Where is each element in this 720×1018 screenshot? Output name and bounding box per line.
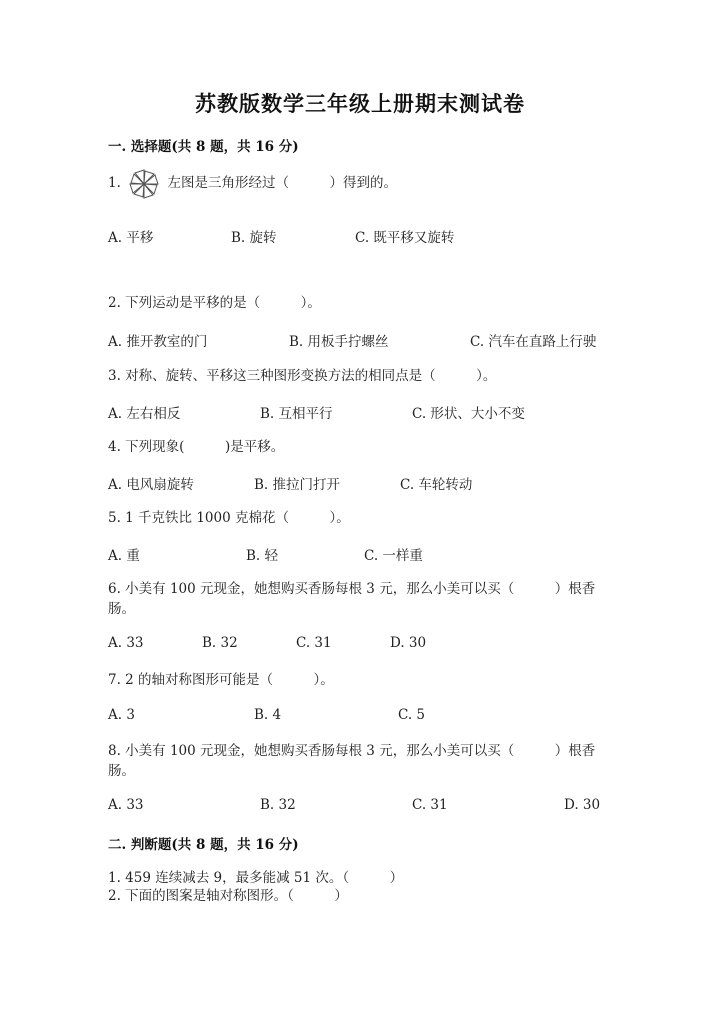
question-6: 6. 小美有 100 元现金，她想购买香肠每根 3 元，那么小美可以买（ ）根香肠。 (108, 581, 596, 617)
option-c: C. 车轮转动 (400, 477, 473, 493)
question-4: 4. 下列现象( )是平移。 (108, 439, 285, 455)
option-b: B. 用板手拧螺丝 (289, 334, 389, 350)
question-1-options (108, 226, 608, 246)
option-c: C. 31 (296, 635, 332, 651)
option-b: B. 推拉门打开 (254, 477, 341, 493)
option-b: B. 互相平行 (260, 406, 333, 422)
question-3: 3. 对称、旋转、平移这三种图形变换方法的相同点是（ ）。 (108, 368, 497, 384)
question-7-options (108, 707, 608, 727)
option-b: B. 4 (254, 707, 282, 723)
option-a: A. 3 (108, 707, 135, 723)
question-1-text: 左图是三角形经过（ ）得到的。 (167, 175, 397, 191)
question-5-options (108, 544, 608, 564)
option-c: C. 5 (398, 707, 426, 723)
section-heading-judgement: 二. 判断题(共 8 题，共 16 分) (108, 837, 299, 853)
option-d: D. 30 (564, 797, 601, 813)
question-1-number: 1. (108, 175, 121, 191)
option-c: C. 形状、大小不变 (412, 406, 525, 422)
question-8: 8. 小美有 100 元现金，她想购买香肠每根 3 元，那么小美可以买（ ）根香肠。 (108, 743, 596, 779)
judgement-2: 2. 下面的图案是轴对称图形。（ ） (108, 888, 348, 904)
question-2: 2. 下列运动是平移的是（ ）。 (108, 295, 321, 311)
judgement-1: 1. 459 连续减去 9，最多能减 51 次。（ ） (108, 870, 404, 886)
page-title: 苏教版数学三年级上册期末测试卷 (195, 91, 525, 116)
option-a: A. 推开教室的门 (108, 334, 208, 350)
section-heading-choice: 一. 选择题(共 8 题，共 16 分) (108, 139, 299, 155)
option-a: A. 33 (108, 635, 144, 651)
option-a: A. 33 (108, 797, 144, 813)
question-4-options (108, 473, 608, 493)
question-5: 5. 1 千克铁比 1000 克棉花（ ）。 (108, 510, 350, 526)
option-a: A. 平移 (108, 230, 154, 246)
question-8-options (108, 797, 618, 817)
option-a: A. 左右相反 (108, 406, 181, 422)
option-c: C. 一样重 (364, 548, 423, 564)
option-c: C. 既平移又旋转 (355, 230, 455, 246)
question-7: 7. 2 的轴对称图形可能是（ ）。 (108, 672, 334, 688)
question-1 (108, 166, 618, 202)
option-b: B. 旋转 (231, 230, 277, 246)
question-6-options (108, 635, 608, 655)
option-c: C. 31 (412, 797, 448, 813)
option-b: B. 轻 (246, 548, 279, 564)
option-d: D. 30 (390, 635, 427, 651)
question-2-options (108, 330, 608, 350)
option-b: B. 32 (202, 635, 238, 651)
question-3-options (108, 402, 608, 422)
pinwheel-of-triangles-icon (127, 167, 161, 201)
option-a: A. 电风扇旋转 (108, 477, 194, 493)
option-c: C. 汽车在直路上行驶 (470, 334, 597, 350)
option-b: B. 32 (260, 797, 296, 813)
option-a: A. 重 (108, 548, 140, 564)
